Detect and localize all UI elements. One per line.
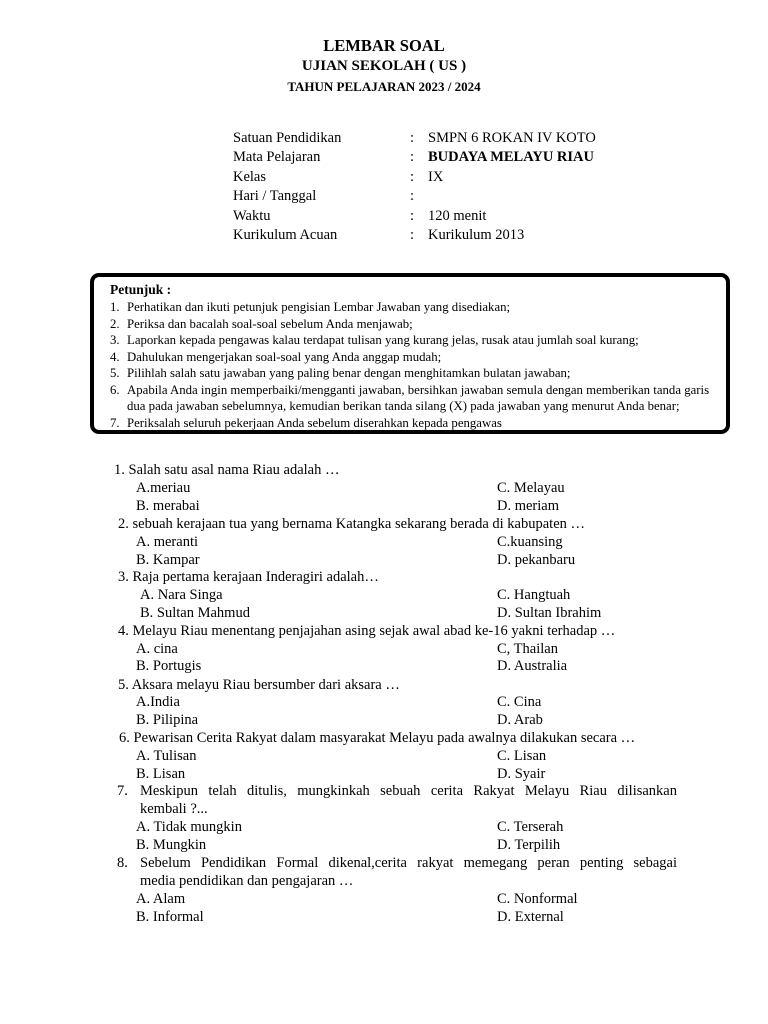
option-d: D. External — [497, 909, 564, 925]
instruction-number: 5. — [110, 366, 120, 380]
info-label: Waktu — [233, 207, 271, 224]
question-4: 4. Melayu Riau menentang penjajahan asing sejak awal abad ke-16 yakni terhadap … — [118, 623, 616, 639]
option-b: B. Sultan Mahmud — [140, 605, 250, 621]
option-c: C. Hangtuah — [497, 587, 571, 603]
instruction-item — [110, 349, 710, 366]
option-a: A. Alam — [136, 891, 186, 907]
question-2: 2. sebuah kerajaan tua yang bernama Katangka sekarang berada di kabupaten … — [118, 516, 586, 532]
instruction-text: Dahulukan mengerjakan soal-soal yang Anda anggap mudah; — [127, 349, 442, 364]
info-row-time — [233, 207, 653, 226]
instruction-number: 3. — [110, 333, 120, 347]
instruction-text: Periksa dan bacalah soal-soal sebelum Anda menjawab; — [127, 316, 413, 331]
option-c: C. Cina — [497, 694, 542, 710]
question-5: 5. Aksara melayu Riau bersumber dari aksara … — [118, 677, 400, 693]
option-b: B. merabai — [136, 498, 200, 514]
info-colon: : — [410, 188, 415, 205]
option-a: A.meriau — [136, 480, 191, 496]
question-8-continued: media pendidikan dan pengajaran … — [140, 873, 354, 889]
academic-year: TAHUN PELAJARAN 2023 / 2024 — [287, 79, 481, 94]
instructions-title: Petunjuk : — [110, 282, 172, 297]
option-b: B. Lisan — [136, 766, 186, 782]
instruction-text: Laporkan kepada pengawas kalau terdapat tulisan yang kurang jelas, rusak atau jumlah soal kurang; — [127, 333, 639, 347]
instruction-number: 4. — [110, 349, 120, 364]
option-b: B. Portugis — [136, 658, 202, 674]
info-label: Kelas — [233, 168, 267, 185]
option-b: B. Kampar — [136, 552, 200, 568]
instruction-number: 1. — [110, 300, 120, 314]
question-7: Meskipun telah ditulis, mungkinkah sebuah cerita Rakyat Melayu Riau dilisankan — [140, 783, 677, 799]
option-a: A. meranti — [136, 534, 199, 550]
info-label: Mata Pelajaran — [233, 149, 321, 166]
option-d: D. Australia — [497, 658, 568, 674]
option-c: C. Lisan — [497, 748, 547, 764]
info-label: Satuan Pendidikan — [233, 130, 342, 146]
info-row-class — [233, 168, 653, 187]
option-a: A. Tulisan — [136, 748, 197, 764]
question-1: 1. Salah satu asal nama Riau adalah … — [114, 462, 340, 478]
option-c: C. Melayau — [497, 480, 565, 496]
option-d: D. pekanbaru — [497, 552, 576, 568]
instruction-number: 2. — [110, 316, 120, 331]
info-value: SMPN 6 ROKAN IV KOTO — [428, 130, 596, 146]
info-label: Kurikulum Acuan — [233, 226, 338, 243]
info-colon: : — [410, 168, 415, 185]
instruction-item — [110, 316, 710, 333]
question-7-continued: kembali ?... — [140, 801, 208, 817]
option-a: A. Tidak mungkin — [136, 819, 242, 835]
option-c: C, Thailan — [497, 641, 558, 657]
page-title: LEMBAR SOAL — [323, 36, 445, 55]
option-d: D. Terpilih — [497, 837, 561, 853]
instruction-item — [110, 382, 710, 415]
question-3: 3. Raja pertama kerajaan Inderagiri adalah… — [118, 569, 379, 585]
option-d: D. Syair — [497, 766, 546, 782]
info-value: 120 menit — [428, 207, 487, 224]
option-b: B. Mungkin — [136, 837, 207, 853]
instruction-number: 6. — [110, 382, 120, 397]
info-row-date — [233, 187, 653, 206]
info-row-subject — [233, 148, 653, 167]
info-colon: : — [410, 149, 415, 166]
question-7-number: 7. — [117, 783, 128, 799]
instruction-item — [110, 332, 710, 349]
info-colon: : — [410, 130, 415, 146]
instruction-text: Apabila Anda ingin memperbaiki/mengganti jawaban, bersihkan jawaban semula dengan memberikan tanda garis dua pada jawaban sebelumnya, kemudian berikan tanda silang (X) pada jawaban yang menurut Anda benar; — [127, 382, 710, 413]
option-c: C. Terserah — [497, 819, 564, 835]
option-c: C. Nonformal — [497, 891, 578, 907]
option-a: A. Nara Singa — [140, 587, 223, 603]
info-colon: : — [410, 226, 415, 243]
exam-info-table — [233, 129, 653, 245]
option-d: D. Sultan Ibrahim — [497, 605, 602, 621]
page-subtitle: UJIAN SEKOLAH ( US ) — [301, 58, 467, 74]
instructions-list — [110, 299, 710, 431]
option-d: D. Arab — [497, 712, 543, 728]
instruction-item — [110, 415, 710, 432]
option-b: B. Pilipina — [136, 712, 199, 728]
instruction-text: Periksalah seluruh pekerjaan Anda sebelum diserahkan kepada pengawas — [127, 415, 502, 430]
info-row-school — [233, 129, 653, 148]
option-b: B. Informal — [136, 909, 204, 925]
question-6: 6. Pewarisan Cerita Rakyat dalam masyarakat Melayu pada awalnya dilakukan secara … — [119, 730, 636, 746]
info-label: Hari / Tanggal — [233, 188, 317, 205]
instruction-number: 7. — [110, 415, 120, 430]
instructions-box — [90, 273, 730, 434]
question-8: Sebelum Pendidikan Formal dikenal,cerita rakyat memegang peran penting sebagai — [140, 855, 677, 871]
info-row-curriculum — [233, 226, 653, 245]
option-d: D. meriam — [497, 498, 560, 514]
info-value: Kurikulum 2013 — [428, 226, 525, 243]
info-colon: : — [410, 207, 415, 224]
info-value: IX — [428, 168, 444, 185]
question-8-number: 8. — [117, 855, 128, 871]
option-a: A. cina — [136, 641, 178, 657]
instruction-item — [110, 299, 710, 316]
instruction-text: Pilihlah salah satu jawaban yang paling benar dengan menghitamkan bulatan jawaban; — [127, 366, 571, 380]
info-value: BUDAYA MELAYU RIAU — [428, 149, 594, 166]
option-c: C.kuansing — [497, 534, 563, 550]
instruction-item — [110, 365, 710, 382]
option-a: A.India — [136, 694, 180, 710]
instruction-text: Perhatikan dan ikuti petunjuk pengisian Lembar Jawaban yang disediakan; — [127, 300, 511, 314]
